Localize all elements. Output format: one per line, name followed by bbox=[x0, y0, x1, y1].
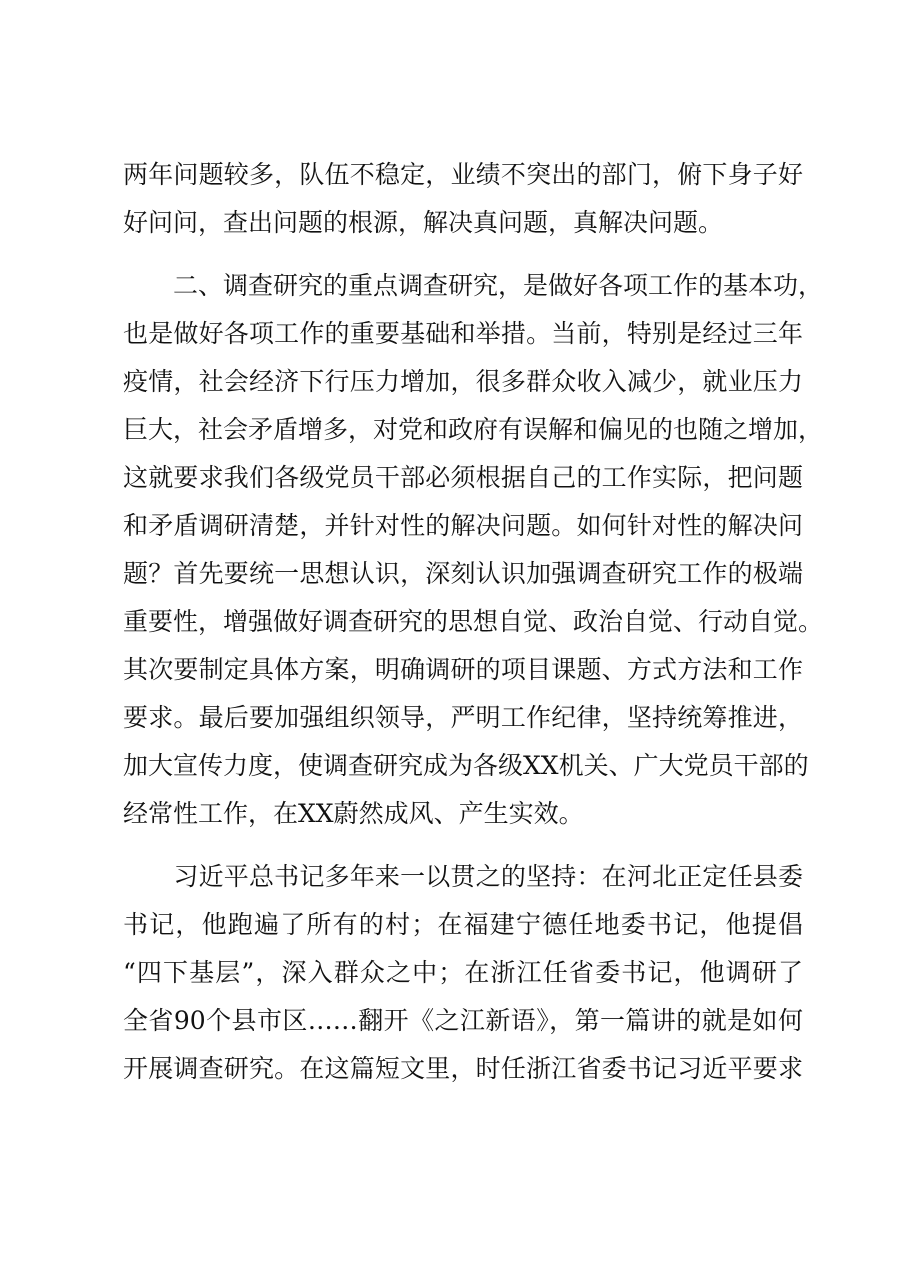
text-line: “四下基层”，深入群众之中；在浙江任省委书记，他调研了 bbox=[123, 958, 803, 987]
text-line: 巨大，社会矛盾增多，对党和政府有误解和偏见的也随之增加， bbox=[123, 415, 824, 444]
text-line: 这就要求我们各级党员干部必须根据自己的工作实际，把问题 bbox=[123, 463, 803, 492]
text-line: 要求。最后要加强组织领导，严明工作纪律，坚持统筹推进， bbox=[123, 703, 803, 732]
text-line: 二、调查研究的重点调查研究，是做好各项工作的基本功， bbox=[123, 271, 824, 300]
text-line: 开展调查研究。在这篇短文里，时任浙江省委书记习近平要求 bbox=[123, 1054, 803, 1083]
text-line: 经常性工作，在XX蔚然成风、产生实效。 bbox=[123, 799, 584, 828]
text-line: 习近平总书记多年来一以贯之的坚持：在河北正定任县委 bbox=[123, 862, 803, 891]
text-line: 其次要制定具体方案，明确调研的项目课题、方式方法和工作 bbox=[123, 655, 803, 684]
text-line: 全省90个县市区……翻开《之江新语》，第一篇讲的就是如何 bbox=[123, 1006, 803, 1035]
text-line: 重要性，增强做好调查研究的思想自觉、政治自觉、行动自觉。 bbox=[123, 607, 824, 636]
text-line: 疫情，社会经济下行压力增加，很多群众收入减少，就业压力 bbox=[123, 367, 803, 396]
text-line: 两年问题较多，队伍不稳定，业绩不突出的部门，俯下身子好 bbox=[123, 160, 803, 189]
text-line: 书记，他跑遍了所有的村；在福建宁德任地委书记，他提倡 bbox=[123, 910, 803, 939]
text-line: 好问问，查出问题的根源，解决真问题，真解决问题。 bbox=[123, 208, 724, 237]
text-line: 也是做好各项工作的重要基础和举措。当前，特别是经过三年 bbox=[123, 319, 803, 348]
text-line: 题？首先要统一思想认识，深刻认识加强调查研究工作的极端 bbox=[123, 559, 803, 588]
text-line: 加大宣传力度，使调查研究成为各级XX机关、广大党员干部的 bbox=[123, 751, 809, 780]
text-line: 和矛盾调研清楚，并针对性的解决问题。如何针对性的解决问 bbox=[123, 511, 803, 540]
